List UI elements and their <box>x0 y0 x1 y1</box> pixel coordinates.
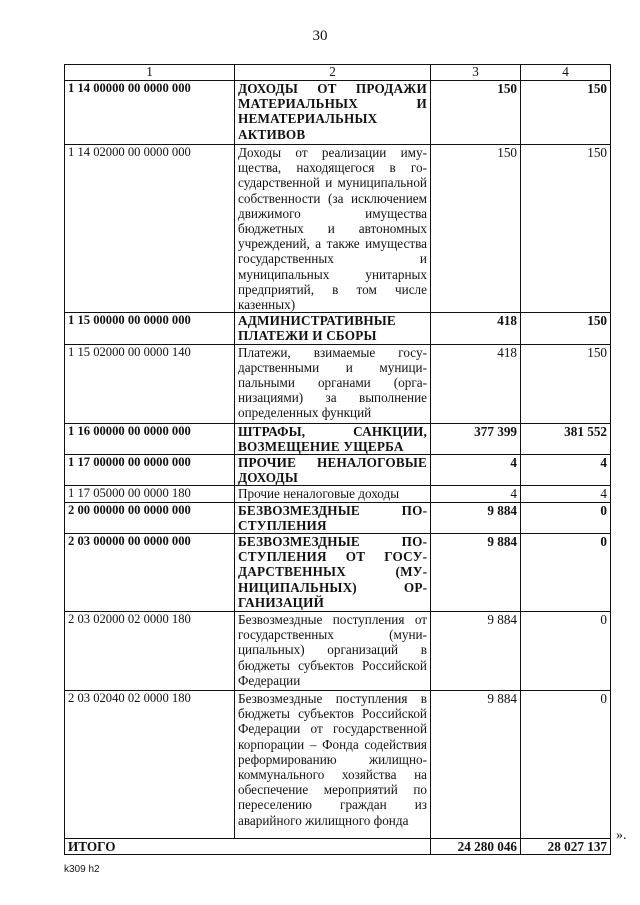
income-name-cell: АДМИНИСТРАТИВНЫЕ ПЛАТЕЖИ И СБОРЫ <box>235 313 431 344</box>
budget-code-cell: 1 17 05000 00 0000 180 <box>65 486 235 502</box>
amount-col3-cell: 377 399 <box>431 423 521 454</box>
amount-col3-cell: 4 <box>431 455 521 486</box>
page-number: 30 <box>312 28 328 44</box>
budget-code-cell: 1 14 02000 00 0000 000 <box>65 145 235 313</box>
column-header: 1 <box>65 65 235 81</box>
budget-code-cell: 2 00 00000 00 0000 000 <box>65 502 235 533</box>
amount-col4-cell: 150 <box>521 313 611 344</box>
budget-code-cell: 1 15 00000 00 0000 000 <box>65 313 235 344</box>
amount-col4-cell: 150 <box>521 344 611 423</box>
amount-col3-cell: 418 <box>431 344 521 423</box>
budget-code-cell: 1 17 00000 00 0000 000 <box>65 455 235 486</box>
footer-code: k309 h2 <box>64 864 100 875</box>
total-row <box>65 839 611 855</box>
income-name-cell: ДОХОДЫ ОТ ПРОДАЖИ МАТЕРИАЛЬНЫХ И НЕМАТЕРИАЛЬНЫХ АКТИВОВ <box>235 81 431 145</box>
budget-code-cell: 1 15 02000 00 0000 140 <box>65 344 235 423</box>
budget-table <box>64 64 611 855</box>
total-col4-cell: 28 027 137 <box>521 839 611 855</box>
budget-code-cell: 2 03 02040 02 0000 180 <box>65 691 235 839</box>
amount-col3-cell: 9 884 <box>431 502 521 533</box>
income-name-cell: ПРОЧИЕ НЕНАЛОГОВЫЕ ДОХОДЫ <box>235 455 431 486</box>
column-header: 2 <box>235 65 431 81</box>
table-row <box>65 455 611 486</box>
income-name-cell: Безвозмездные поступления от государственных (муниципальных) организаций в бюджеты субъектов Российской Федерации <box>235 612 431 691</box>
income-name-cell: Платежи, взимаемые государственными и муниципальными органами (организациями) за выполнение определенных функций <box>235 344 431 423</box>
amount-col3-cell: 9 884 <box>431 534 521 612</box>
income-name-cell: БЕЗВОЗМЕЗДНЫЕ ПОСТУПЛЕНИЯ ОТ ГОСУДАРСТВЕННЫХ (МУНИЦИПАЛЬНЫХ) ОРГАНИЗАЦИЙ <box>235 534 431 612</box>
amount-col4-cell: 150 <box>521 145 611 313</box>
table-row <box>65 423 611 454</box>
amount-col4-cell: 4 <box>521 455 611 486</box>
table-row <box>65 691 611 839</box>
column-number-row <box>65 65 611 81</box>
budget-code-cell: 2 03 02000 02 0000 180 <box>65 612 235 691</box>
amount-col4-cell: 4 <box>521 486 611 502</box>
closing-quote-mark: ». <box>616 828 627 843</box>
amount-col4-cell: 150 <box>521 81 611 145</box>
total-label: ИТОГО <box>65 839 431 855</box>
total-col3-cell: 24 280 046 <box>431 839 521 855</box>
amount-col3-cell: 4 <box>431 486 521 502</box>
amount-col4-cell: 381 552 <box>521 423 611 454</box>
column-header: 3 <box>431 65 521 81</box>
table-row <box>65 486 611 502</box>
income-name-cell: Безвозмездные поступления в бюджеты субъектов Российской Федерации от государственной корпорации – Фонда содействия реформированию жилищно-коммунального хозяйства на обеспечение мероприятий по переселению граждан из аварийного жилищного фонда <box>235 691 431 839</box>
table-row <box>65 502 611 533</box>
table-row <box>65 534 611 612</box>
table-row <box>65 313 611 344</box>
table-row <box>65 612 611 691</box>
table-row <box>65 145 611 313</box>
amount-col4-cell: 0 <box>521 534 611 612</box>
amount-col3-cell: 9 884 <box>431 612 521 691</box>
budget-code-cell: 1 16 00000 00 0000 000 <box>65 423 235 454</box>
amount-col4-cell: 0 <box>521 612 611 691</box>
table-row <box>65 81 611 145</box>
table-row <box>65 344 611 423</box>
amount-col3-cell: 150 <box>431 81 521 145</box>
income-name-cell: Прочие неналоговые доходы <box>235 486 431 502</box>
amount-col3-cell: 9 884 <box>431 691 521 839</box>
amount-col4-cell: 0 <box>521 691 611 839</box>
income-name-cell: Доходы от реализации имущества, находящегося в государственной и муниципальной собственности (за исключением движимого имущества бюджетных и автономных учреждений, а также имущества государственных и муниципальных унитарных предприятий, в том числе казенных) <box>235 145 431 313</box>
amount-col3-cell: 150 <box>431 145 521 313</box>
amount-col3-cell: 418 <box>431 313 521 344</box>
column-header: 4 <box>521 65 611 81</box>
budget-code-cell: 2 03 00000 00 0000 000 <box>65 534 235 612</box>
budget-code-cell: 1 14 00000 00 0000 000 <box>65 81 235 145</box>
income-name-cell: БЕЗВОЗМЕЗДНЫЕ ПОСТУПЛЕНИЯ <box>235 502 431 533</box>
income-name-cell: ШТРАФЫ, САНКЦИИ, ВОЗМЕЩЕНИЕ УЩЕРБА <box>235 423 431 454</box>
amount-col4-cell: 0 <box>521 502 611 533</box>
